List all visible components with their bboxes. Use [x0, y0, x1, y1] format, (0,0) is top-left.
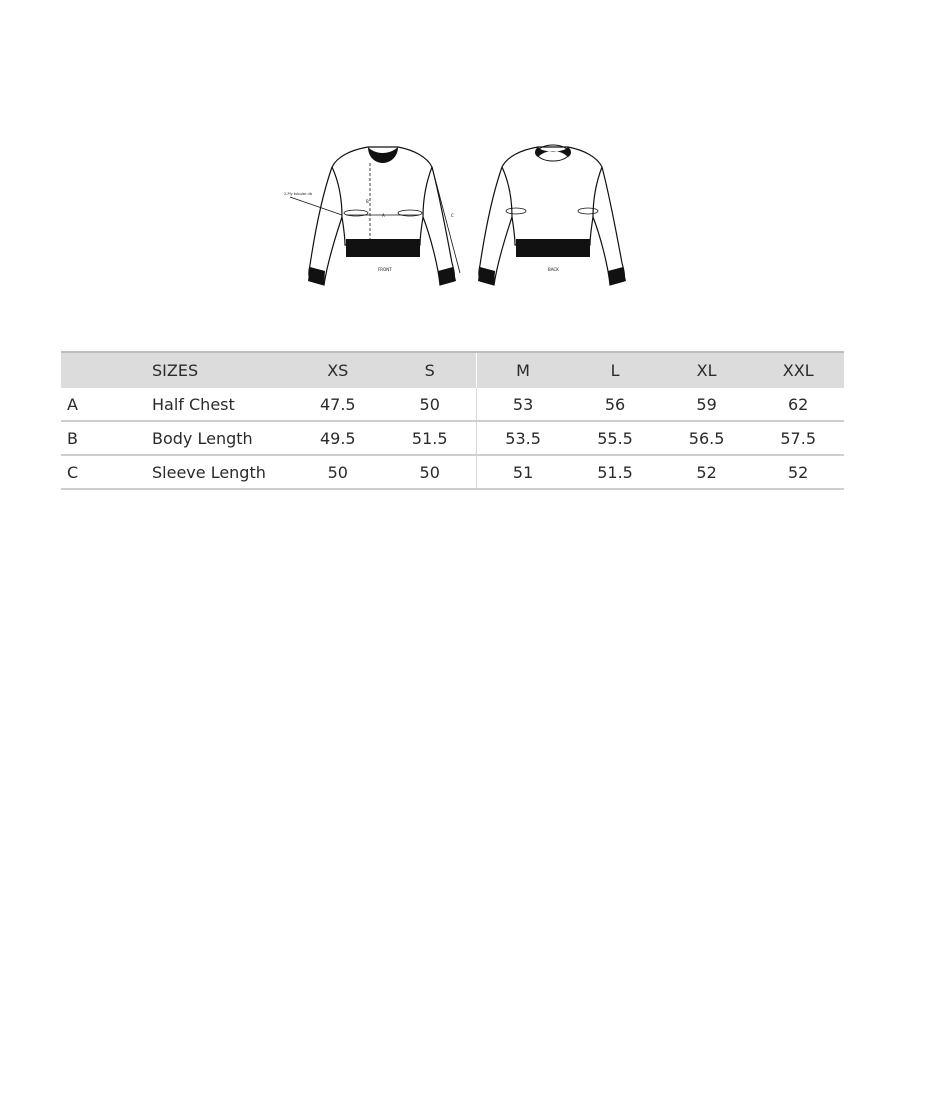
- table-row: [61, 421, 844, 455]
- garment-illustration: [280, 135, 650, 295]
- cell-value: 47.5: [319, 394, 356, 414]
- cell-value: 51: [476, 455, 569, 489]
- row-label: Half Chest: [152, 394, 235, 414]
- cell-value: 50: [327, 462, 348, 482]
- header-cell-xs: XS: [327, 361, 349, 380]
- front-view: [290, 147, 460, 285]
- cell-value: 59: [696, 394, 717, 414]
- cell-value: 51.5: [597, 462, 633, 482]
- illustration-labels: [284, 192, 559, 272]
- cell-value: 53.5: [476, 421, 569, 455]
- header-cell-xl: XL: [696, 361, 717, 380]
- header-cell: [61, 352, 152, 388]
- cell-value: 52: [788, 462, 809, 482]
- svg-text:B: B: [366, 199, 369, 204]
- cell-value: 53: [476, 388, 569, 421]
- cell-value: 50: [419, 462, 440, 482]
- back-label: BACK: [548, 267, 559, 272]
- cell-value: 50: [419, 394, 440, 414]
- cell-value: 56.5: [688, 428, 725, 448]
- cell-value: 55.5: [597, 428, 633, 448]
- cell-value: 49.5: [319, 428, 356, 448]
- header-cell-l: L: [610, 361, 620, 380]
- cell-value: 51.5: [411, 428, 448, 448]
- svg-text:C: C: [451, 213, 454, 218]
- row-code: B: [67, 428, 78, 448]
- rib-callout: 2-Ply tubular rib: [284, 192, 313, 196]
- cell-value: 62: [788, 394, 809, 414]
- table-row: [61, 388, 844, 421]
- header-cell-sizes: SIZES: [152, 361, 199, 380]
- cell-value: 52: [696, 462, 717, 482]
- header-cell-m: M: [476, 352, 569, 388]
- table-row: [61, 455, 844, 489]
- cell-value: 56: [604, 394, 626, 414]
- header-cell-s: S: [424, 361, 435, 380]
- back-view: [479, 145, 625, 285]
- row-label: Body Length: [152, 428, 253, 448]
- front-label: FRONT: [378, 267, 392, 272]
- back-rib-details: [478, 147, 626, 285]
- row-label: Sleeve Length: [152, 462, 266, 482]
- row-code: C: [67, 462, 79, 482]
- svg-text:A: A: [382, 213, 385, 218]
- size-chart-table: [61, 351, 844, 490]
- table-header-row: [61, 352, 844, 388]
- cell-value: 57.5: [780, 428, 816, 448]
- header-cell-xxl: XXL: [782, 361, 814, 380]
- row-code: A: [67, 394, 78, 414]
